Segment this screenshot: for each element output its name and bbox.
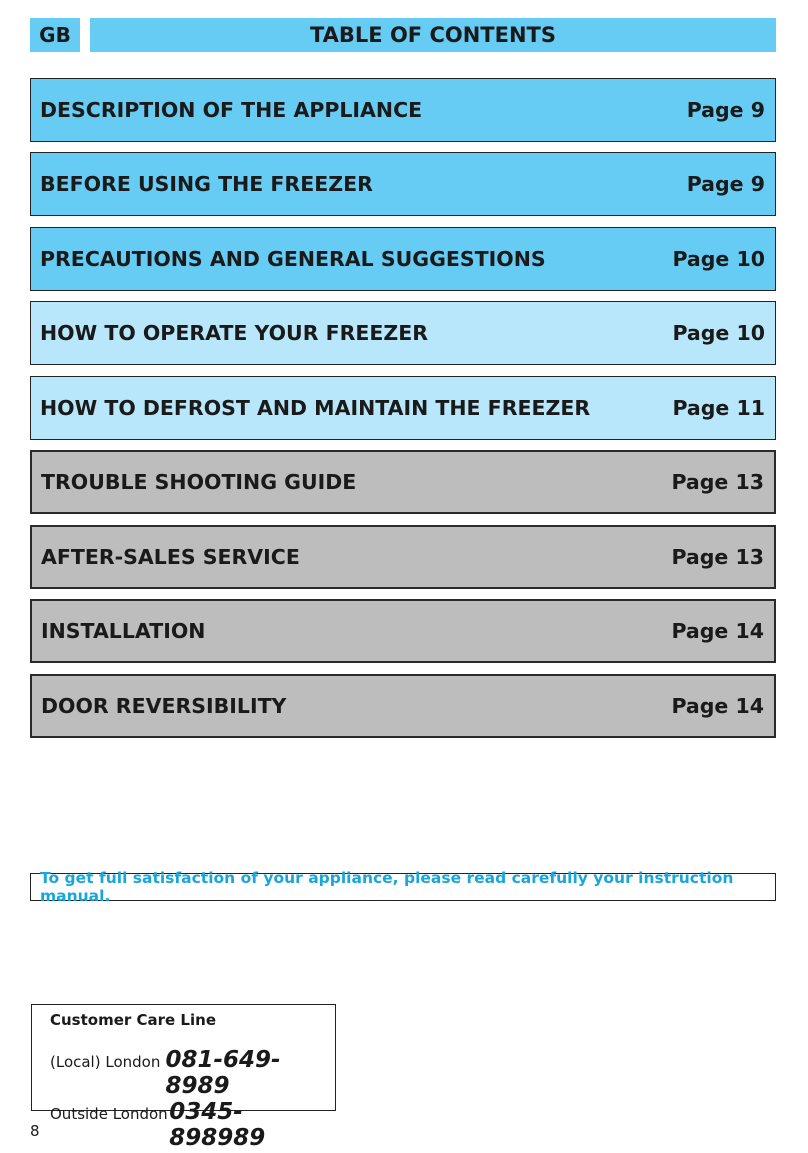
outside-phone-number[interactable]: 0345-898989 <box>169 1099 266 1151</box>
toc-entry-description[interactable] <box>30 78 776 142</box>
toc-entry-how-to-operate[interactable] <box>30 301 776 365</box>
toc-entry-page: Page 9 <box>686 172 765 196</box>
toc-entry-page: Page 14 <box>671 694 764 718</box>
language-badge: GB <box>30 18 80 52</box>
toc-entry-after-sales[interactable] <box>30 525 776 589</box>
outside-phone-row <box>50 1099 335 1151</box>
toc-entry-label: TROUBLE SHOOTING GUIDE <box>41 470 357 494</box>
local-phone-number[interactable]: 081-649-8989 <box>165 1047 281 1099</box>
toc-entry-trouble-shooting[interactable] <box>30 450 776 514</box>
toc-entry-precautions[interactable] <box>30 227 776 291</box>
toc-entry-page: Page 11 <box>672 396 765 420</box>
toc-entry-page: Page 14 <box>671 619 764 643</box>
toc-entry-installation[interactable] <box>30 599 776 663</box>
page-number: 8 <box>30 1122 40 1140</box>
customer-care-box <box>31 1004 336 1151</box>
instruction-note: To get full satisfaction of your appliance, please read carefully your instruction manual. <box>30 873 776 901</box>
page-title: TABLE OF CONTENTS <box>90 18 776 52</box>
outside-label: Outside London <box>50 1105 168 1123</box>
toc-entry-page: Page 10 <box>672 321 765 345</box>
toc-entry-page: Page 13 <box>671 470 764 494</box>
toc-entry-label: BEFORE USING THE FREEZER <box>40 172 373 196</box>
toc-entry-label: INSTALLATION <box>41 619 206 643</box>
toc-entry-label: HOW TO DEFROST AND MAINTAIN THE FREEZER <box>40 396 591 420</box>
toc-entry-defrost[interactable] <box>30 376 776 440</box>
local-label: (Local) London <box>50 1053 161 1071</box>
toc-entry-page: Page 13 <box>671 545 764 569</box>
toc-entry-before-using[interactable] <box>30 152 776 216</box>
toc-entry-label: DOOR REVERSIBILITY <box>41 694 287 718</box>
toc-entry-page: Page 10 <box>672 247 765 271</box>
toc-entry-label: DESCRIPTION OF THE APPLIANCE <box>40 98 423 122</box>
local-phone-row <box>50 1047 335 1099</box>
toc-entry-door-reversibility[interactable] <box>30 674 776 738</box>
toc-entry-label: AFTER-SALES SERVICE <box>41 545 300 569</box>
customer-care-title: Customer Care Line <box>50 1011 216 1029</box>
toc-entry-page: Page 9 <box>686 98 765 122</box>
toc-entry-label: HOW TO OPERATE YOUR FREEZER <box>40 321 429 345</box>
toc-entry-label: PRECAUTIONS AND GENERAL SUGGESTIONS <box>40 247 546 271</box>
